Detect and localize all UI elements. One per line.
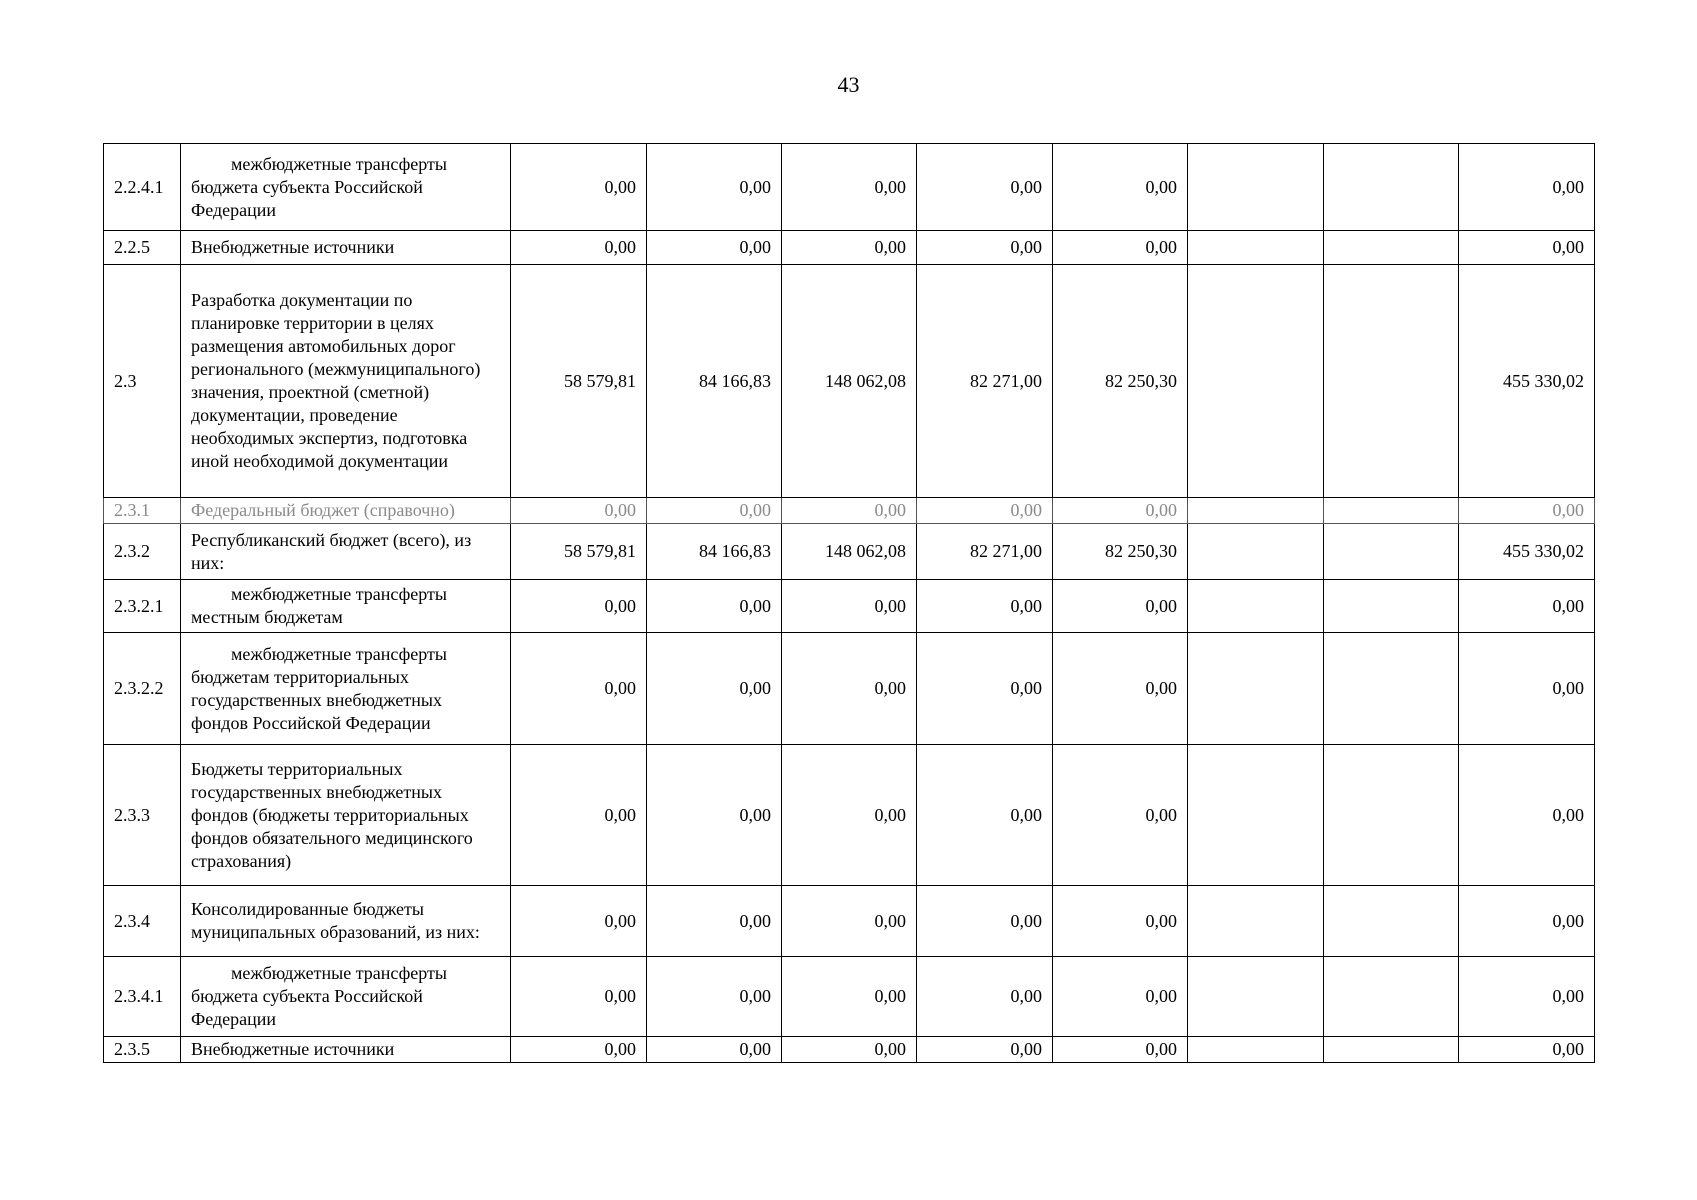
value-cell: 82 250,30 (1053, 265, 1188, 498)
value-cell (1324, 498, 1459, 524)
value-cell: 0,00 (647, 1037, 782, 1063)
value-cell: 0,00 (647, 580, 782, 633)
table-row (104, 1037, 1595, 1063)
value-cell: 148 062,08 (782, 524, 917, 580)
row-name: межбюджетные трансферты бюджетам территориальных государственных внебюджетных фондов Российской Федерации (181, 633, 511, 745)
value-cell (1324, 580, 1459, 633)
value-cell: 0,00 (917, 1037, 1053, 1063)
value-cell: 0,00 (647, 144, 782, 231)
value-cell: 148 062,08 (782, 265, 917, 498)
value-cell (1188, 265, 1324, 498)
table-row (104, 633, 1595, 745)
value-cell (1324, 144, 1459, 231)
value-cell: 82 250,30 (1053, 524, 1188, 580)
value-cell: 0,00 (1459, 144, 1595, 231)
row-name: Бюджеты территориальных государственных внебюджетных фондов (бюджеты территориальных фондов обязательного медицинского страхования) (181, 745, 511, 886)
value-cell (1324, 524, 1459, 580)
value-cell: 0,00 (1459, 633, 1595, 745)
row-name: Консолидированные бюджеты муниципальных образований, из них: (181, 886, 511, 957)
value-cell: 58 579,81 (511, 524, 647, 580)
table-row (104, 745, 1595, 886)
row-code: 2.3.1 (104, 498, 181, 524)
value-cell: 0,00 (1053, 633, 1188, 745)
table-row (104, 144, 1595, 231)
value-cell: 0,00 (917, 745, 1053, 886)
row-name: межбюджетные трансферты бюджета субъекта Российской Федерации (181, 144, 511, 231)
value-cell (1188, 524, 1324, 580)
value-cell: 0,00 (1053, 745, 1188, 886)
row-code: 2.3.4.1 (104, 957, 181, 1037)
value-cell: 0,00 (917, 144, 1053, 231)
value-cell: 0,00 (917, 886, 1053, 957)
value-cell: 0,00 (647, 957, 782, 1037)
value-cell (1324, 231, 1459, 265)
value-cell: 0,00 (782, 231, 917, 265)
value-cell: 0,00 (917, 498, 1053, 524)
page-number: 43 (837, 72, 860, 97)
value-cell (1188, 957, 1324, 1037)
row-code: 2.3.2.1 (104, 580, 181, 633)
value-cell: 0,00 (511, 633, 647, 745)
value-cell: 0,00 (1053, 580, 1188, 633)
value-cell: 0,00 (647, 231, 782, 265)
table-row (104, 524, 1595, 580)
value-cell: 0,00 (1053, 1037, 1188, 1063)
value-cell: 0,00 (1459, 580, 1595, 633)
value-cell: 0,00 (782, 957, 917, 1037)
value-cell: 0,00 (511, 498, 647, 524)
value-cell: 58 579,81 (511, 265, 647, 498)
value-cell: 84 166,83 (647, 265, 782, 498)
value-cell: 0,00 (917, 957, 1053, 1037)
row-code: 2.3.5 (104, 1037, 181, 1063)
table-row (104, 265, 1595, 498)
value-cell: 82 271,00 (917, 524, 1053, 580)
value-cell (1188, 745, 1324, 886)
value-cell: 0,00 (647, 498, 782, 524)
value-cell: 0,00 (1053, 144, 1188, 231)
row-code: 2.3.4 (104, 886, 181, 957)
value-cell: 0,00 (511, 144, 647, 231)
budget-table (103, 143, 1595, 1063)
value-cell: 0,00 (1053, 957, 1188, 1037)
table-row (104, 886, 1595, 957)
value-cell (1324, 745, 1459, 886)
value-cell (1188, 886, 1324, 957)
row-name: Разработка документации по планировке территории в целях размещения автомобильных дорог регионального (межмуниципального) значения, проектной (сметной) документации, проведение необходимых экспертиз, подготовка иной необходимой документации (181, 265, 511, 498)
row-name: Федеральный бюджет (справочно) (181, 498, 511, 524)
value-cell: 0,00 (782, 1037, 917, 1063)
value-cell: 455 330,02 (1459, 524, 1595, 580)
value-cell: 0,00 (782, 745, 917, 886)
value-cell: 0,00 (782, 580, 917, 633)
value-cell: 0,00 (1459, 745, 1595, 886)
value-cell (1324, 957, 1459, 1037)
value-cell: 0,00 (917, 231, 1053, 265)
value-cell (1324, 1037, 1459, 1063)
value-cell (1188, 231, 1324, 265)
value-cell: 0,00 (511, 231, 647, 265)
table-row (104, 957, 1595, 1037)
value-cell (1188, 633, 1324, 745)
row-name: межбюджетные трансферты местным бюджетам (181, 580, 511, 633)
value-cell: 0,00 (1459, 1037, 1595, 1063)
value-cell (1188, 1037, 1324, 1063)
value-cell (1324, 265, 1459, 498)
value-cell: 0,00 (1459, 886, 1595, 957)
value-cell: 0,00 (782, 498, 917, 524)
value-cell: 455 330,02 (1459, 265, 1595, 498)
row-code: 2.3.2 (104, 524, 181, 580)
row-code: 2.3 (104, 265, 181, 498)
value-cell: 0,00 (511, 957, 647, 1037)
value-cell: 0,00 (1053, 498, 1188, 524)
value-cell (1188, 498, 1324, 524)
table-row (104, 580, 1595, 633)
row-name: межбюджетные трансферты бюджета субъекта Российской Федерации (181, 957, 511, 1037)
value-cell: 82 271,00 (917, 265, 1053, 498)
value-cell: 0,00 (647, 886, 782, 957)
value-cell: 0,00 (511, 745, 647, 886)
value-cell: 84 166,83 (647, 524, 782, 580)
value-cell: 0,00 (647, 633, 782, 745)
value-cell (1324, 886, 1459, 957)
table-row (104, 498, 1595, 524)
row-name: Внебюджетные источники (181, 1037, 511, 1063)
value-cell: 0,00 (1459, 498, 1595, 524)
value-cell: 0,00 (1459, 957, 1595, 1037)
value-cell: 0,00 (511, 1037, 647, 1063)
row-code: 2.2.4.1 (104, 144, 181, 231)
row-code: 2.2.5 (104, 231, 181, 265)
table-row (104, 231, 1595, 265)
value-cell (1188, 144, 1324, 231)
value-cell: 0,00 (511, 886, 647, 957)
value-cell: 0,00 (917, 580, 1053, 633)
value-cell: 0,00 (1053, 886, 1188, 957)
row-name: Республиканский бюджет (всего), из них: (181, 524, 511, 580)
value-cell: 0,00 (647, 745, 782, 886)
row-name: Внебюджетные источники (181, 231, 511, 265)
row-code: 2.3.3 (104, 745, 181, 886)
value-cell: 0,00 (782, 633, 917, 745)
value-cell: 0,00 (511, 580, 647, 633)
row-code: 2.3.2.2 (104, 633, 181, 745)
value-cell (1324, 633, 1459, 745)
value-cell: 0,00 (1459, 231, 1595, 265)
value-cell: 0,00 (917, 633, 1053, 745)
value-cell: 0,00 (1053, 231, 1188, 265)
value-cell (1188, 580, 1324, 633)
value-cell: 0,00 (782, 144, 917, 231)
value-cell: 0,00 (782, 886, 917, 957)
